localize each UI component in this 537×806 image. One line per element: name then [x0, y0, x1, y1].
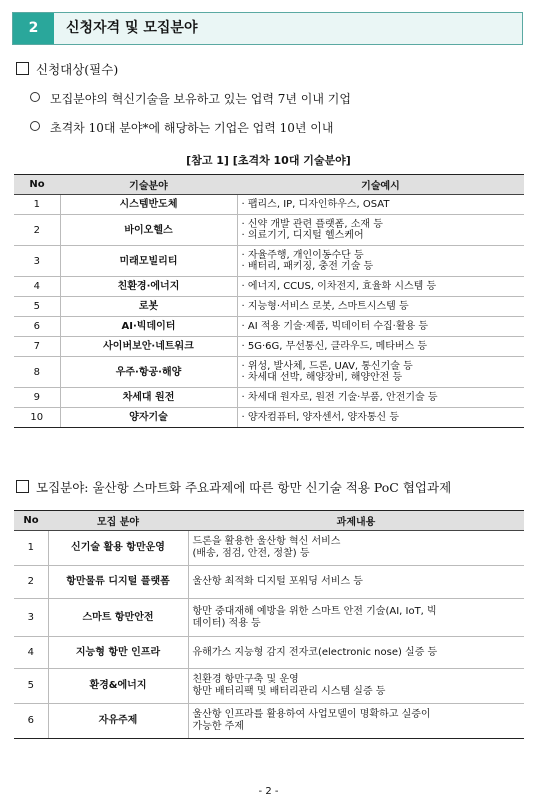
cell-line: · 신약 개발 관련 플랫폼, 소재 등 — [241, 219, 383, 230]
section-title: 신청자격 및 모집분야 — [66, 20, 198, 36]
tech-fields-table — [14, 174, 524, 428]
cell-no: 6 — [14, 704, 48, 739]
cell-line: · 위성, 발사체, 드론, UAV, 통신기술 등 — [241, 361, 413, 372]
table-row — [14, 408, 524, 428]
column-header-no: No — [14, 511, 48, 531]
bullet-item — [30, 119, 334, 136]
cell-line: 가능한 주제 — [192, 721, 244, 732]
table-row — [14, 566, 524, 599]
cell-no: 2 — [14, 215, 60, 246]
table-row — [14, 704, 524, 739]
section2-title: 모집분야: 울산항 스마트화 주요과제에 따른 항만 신기술 적용 PoC 협업과제 — [36, 480, 452, 495]
column-header-field: 기술분야 — [60, 175, 237, 195]
table-row — [14, 599, 524, 637]
cell-examples — [237, 215, 524, 246]
cell-field: 차세대 원전 — [60, 388, 237, 408]
cell-no: 6 — [14, 317, 60, 337]
cell-no: 10 — [14, 408, 60, 428]
section1-title: 신청대상(필수) — [36, 62, 119, 77]
cell-line: · 지능형·서비스 로봇, 스마트시스템 등 — [241, 301, 409, 312]
cell-line: 친환경 항만구축 및 운영 — [192, 674, 299, 685]
cell-no: 2 — [14, 566, 48, 599]
table-header-row — [14, 175, 524, 195]
cell-examples — [237, 195, 524, 215]
cell-line: · 차세대 원자로, 원전 기술·부품, 안전기술 등 — [241, 392, 438, 403]
cell-line: · 자율주행, 개인이동수단 등 — [241, 250, 364, 261]
cell-content — [188, 531, 524, 566]
cell-field: 항만물류 디지털 플랫폼 — [48, 566, 188, 599]
cell-line: · 배터리, 패키징, 충전 기술 등 — [241, 261, 374, 272]
cell-examples — [237, 337, 524, 357]
column-header-examples: 기술예시 — [237, 175, 524, 195]
cell-examples — [237, 277, 524, 297]
cell-field: 양자기술 — [60, 408, 237, 428]
bullet-text: 초격차 10대 분야*에 해당하는 기업은 업력 10년 이내 — [50, 121, 334, 135]
cell-no: 5 — [14, 297, 60, 317]
section-number: 2 — [13, 13, 54, 44]
cell-no: 3 — [14, 246, 60, 277]
cell-no: 8 — [14, 357, 60, 388]
cell-field: 자유주제 — [48, 704, 188, 739]
table-row — [14, 277, 524, 297]
cell-content — [188, 566, 524, 599]
cell-examples — [237, 317, 524, 337]
cell-no: 7 — [14, 337, 60, 357]
cell-line: 유해가스 지능형 감지 전자코(electronic nose) 실증 등 — [192, 646, 438, 658]
cell-line: 울산항 인프라를 활용하여 사업모델이 명확하고 실증이 — [192, 709, 431, 720]
cell-line: 드론을 활용한 울산항 혁신 서비스 — [192, 536, 341, 547]
table-row — [14, 246, 524, 277]
cell-field: 바이오헬스 — [60, 215, 237, 246]
section2-heading — [16, 478, 451, 496]
cell-field: 신기술 활용 항만운영 — [48, 531, 188, 566]
cell-content — [188, 669, 524, 704]
cell-line: · 차세대 선박, 해양장비, 해양안전 등 — [241, 372, 403, 383]
cell-examples — [237, 388, 524, 408]
cell-field: AI·빅데이터 — [60, 317, 237, 337]
bullet-item — [30, 90, 351, 107]
cell-line: 울산항 최적화 디지털 포워딩 서비스 등 — [192, 576, 363, 587]
cell-content — [188, 637, 524, 669]
cell-line: 항만 배터리팩 및 배터리관리 시스템 실증 등 — [192, 686, 386, 697]
cell-line: · 에너지, CCUS, 이차전지, 효율화 시스템 등 — [241, 281, 437, 292]
cell-content — [188, 599, 524, 637]
cell-examples — [237, 408, 524, 428]
cell-line: · AI 적용 기술·제품, 빅데이터 수집·활용 등 — [241, 321, 428, 332]
column-header-content: 과제내용 — [188, 511, 524, 531]
cell-line: · 양자컴퓨터, 양자센서, 양자통신 등 — [241, 412, 399, 423]
table-row — [14, 317, 524, 337]
table-row — [14, 531, 524, 566]
cell-no: 4 — [14, 277, 60, 297]
table-row — [14, 388, 524, 408]
table-row — [14, 357, 524, 388]
column-header-field: 모집 분야 — [48, 511, 188, 531]
cell-field: 스마트 항만안전 — [48, 599, 188, 637]
cell-line: · 팹리스, IP, 디자인하우스, OSAT — [241, 199, 390, 210]
section1-heading — [16, 60, 118, 78]
cell-examples — [237, 246, 524, 277]
cell-no: 3 — [14, 599, 48, 637]
cell-no: 5 — [14, 669, 48, 704]
table-row — [14, 297, 524, 317]
cell-field: 환경&에너지 — [48, 669, 188, 704]
cell-field: 시스템반도체 — [60, 195, 237, 215]
page-number: - 2 - — [258, 786, 279, 797]
cell-field: 로봇 — [60, 297, 237, 317]
recruit-fields-table — [14, 510, 524, 739]
section-header — [12, 12, 523, 45]
checkbox-square-icon — [16, 480, 29, 493]
reference-title: [참고 1] [초격차 10대 기술분야] — [186, 154, 351, 167]
table-row — [14, 337, 524, 357]
cell-no: 4 — [14, 637, 48, 669]
cell-content — [188, 704, 524, 739]
cell-field: 지능형 항만 인프라 — [48, 637, 188, 669]
cell-field: 사이버보안·네트워크 — [60, 337, 237, 357]
cell-examples — [237, 297, 524, 317]
cell-field: 우주·항공·해양 — [60, 357, 237, 388]
column-header-no: No — [14, 175, 60, 195]
cell-no: 1 — [14, 195, 60, 215]
table-row — [14, 669, 524, 704]
cell-line: 항만 중대재해 예방을 위한 스마트 안전 기술(AI, IoT, 빅 — [192, 605, 437, 617]
cell-no: 9 — [14, 388, 60, 408]
circle-bullet-icon — [30, 92, 40, 102]
cell-line: · 의료기기, 디지털 헬스케어 — [241, 230, 364, 241]
checkbox-square-icon — [16, 62, 29, 75]
circle-bullet-icon — [30, 121, 40, 131]
cell-line: (배송, 점검, 안전, 정찰) 등 — [192, 548, 310, 559]
table-row — [14, 195, 524, 215]
bullet-text: 모집분야의 혁신기술을 보유하고 있는 업력 7년 이내 기업 — [50, 92, 351, 106]
table-row — [14, 215, 524, 246]
table-header-row — [14, 511, 524, 531]
table-row — [14, 637, 524, 669]
cell-no: 1 — [14, 531, 48, 566]
cell-examples — [237, 357, 524, 388]
cell-field: 미래모빌리티 — [60, 246, 237, 277]
cell-line: · 5G·6G, 무선통신, 클라우드, 메타버스 등 — [241, 341, 428, 352]
cell-line: 데이터) 적용 등 — [192, 617, 261, 629]
cell-field: 친환경·에너지 — [60, 277, 237, 297]
